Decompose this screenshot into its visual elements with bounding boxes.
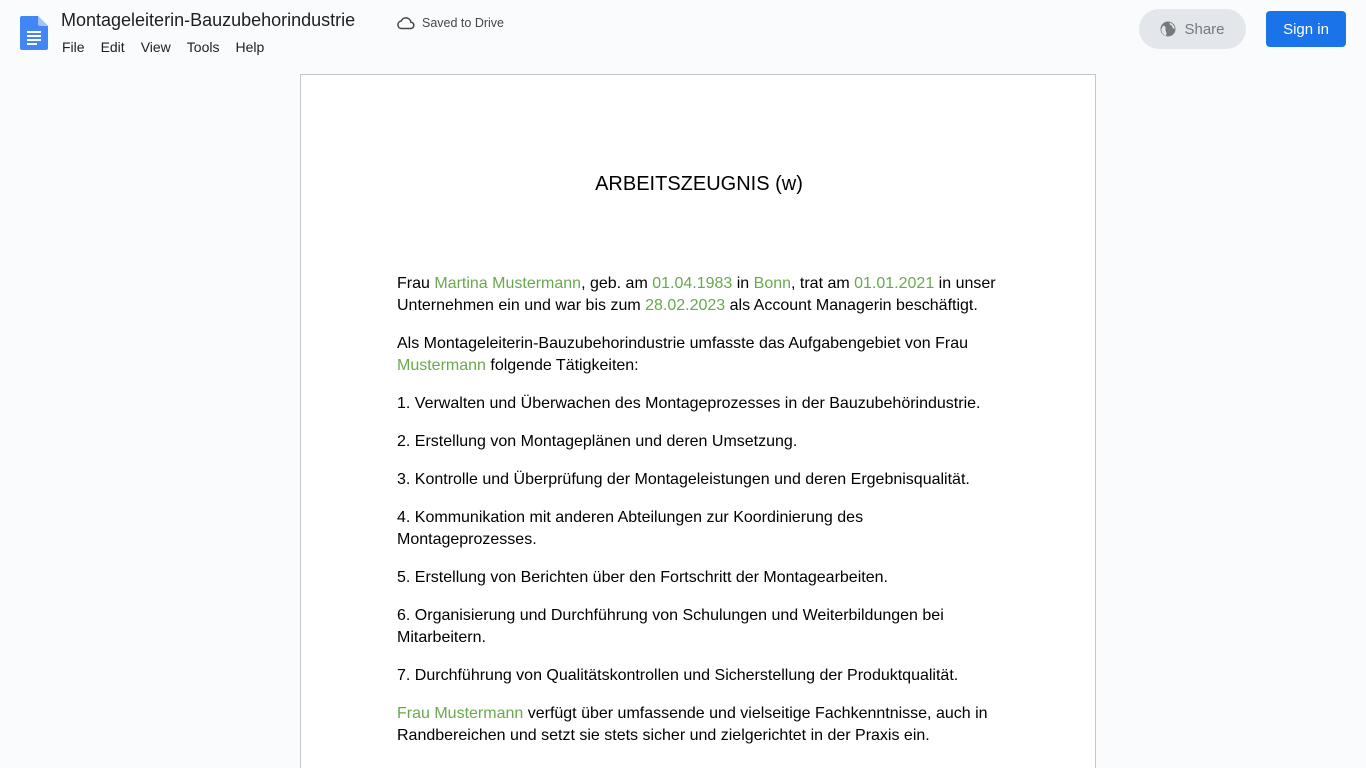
text-run: , geb. am — [581, 275, 653, 292]
closing-paragraph — [397, 703, 1007, 747]
end-date: 28.02.2023 — [645, 297, 726, 314]
google-docs-icon[interactable] — [20, 16, 48, 50]
menu-view[interactable]: View — [140, 39, 171, 55]
intro-paragraph — [397, 273, 1007, 317]
menu-bar — [54, 36, 272, 58]
document-title[interactable]: Montageleiterin-Bauzubehorindustrie — [61, 10, 356, 30]
save-status-label: Saved to Drive — [422, 16, 504, 30]
task-item-7: 7. Durchführung von Qualitätskontrollen und Sicherstellung der Produktqualität. — [397, 667, 959, 684]
document-heading: ARBEITSZEUGNIS (w) — [595, 173, 803, 195]
task-item-6: 6. Organisierung und Durchführung von Schulungen und Weiterbildungen bei Mitarbeitern. — [397, 607, 944, 646]
menu-edit[interactable]: Edit — [100, 39, 125, 55]
menu-tools[interactable]: Tools — [186, 39, 220, 55]
app-header — [0, 0, 1366, 64]
birth-city: Bonn — [753, 275, 792, 292]
document-body — [397, 273, 1007, 763]
share-label: Share — [1184, 20, 1225, 38]
text-run: in — [732, 275, 754, 292]
share-button[interactable] — [1139, 9, 1246, 49]
text-run: verfügt über umfassende und vielseitige Fachkenntnisse, auch in Randbereichen und setzt sie stets sicher und zielgerichtet in der Praxis ein. — [397, 705, 988, 744]
employee-surname: Mustermann — [397, 357, 486, 374]
task-item-2: 2. Erstellung von Montageplänen und deren Umsetzung. — [397, 433, 798, 450]
text-run: Frau — [397, 275, 435, 292]
text-run: folgende Tätigkeiten: — [485, 357, 639, 374]
task-item-1: 1. Verwalten und Überwachen des Montageprozesses in der Bauzubehörindustrie. — [397, 395, 981, 412]
text-run: , trat am — [791, 275, 855, 292]
document-page[interactable] — [300, 74, 1096, 768]
start-date: 01.01.2021 — [854, 275, 935, 292]
employee-name: Martina Mustermann — [434, 275, 582, 292]
employee-reference: Frau Mustermann — [397, 705, 524, 722]
sign-in-button[interactable]: Sign in — [1266, 11, 1346, 47]
birth-date: 01.04.1983 — [652, 275, 733, 292]
cloud-check-icon — [396, 16, 415, 30]
text-run: in unser Unternehmen ein und war bis zum — [397, 275, 996, 314]
globe-icon — [1160, 21, 1176, 37]
text-run: Als Montageleiterin-Bauzubehorindustrie umfasste das Aufgabengebiet von Frau — [397, 335, 969, 352]
tasks-intro-paragraph — [397, 333, 1007, 377]
text-run: als Account Managerin beschäftigt. — [725, 297, 978, 314]
menu-help[interactable]: Help — [235, 39, 265, 55]
task-item-5: 5. Erstellung von Berichten über den Fortschritt der Montagearbeiten. — [397, 569, 888, 586]
task-item-3: 3. Kontrolle und Überprüfung der Montageleistungen und deren Ergebnisqualität. — [397, 471, 970, 488]
task-item-4: 4. Kommunikation mit anderen Abteilungen zur Koordinierung des Montageprozesses. — [397, 509, 864, 548]
save-status[interactable] — [396, 14, 504, 32]
menu-file[interactable]: File — [62, 39, 85, 55]
